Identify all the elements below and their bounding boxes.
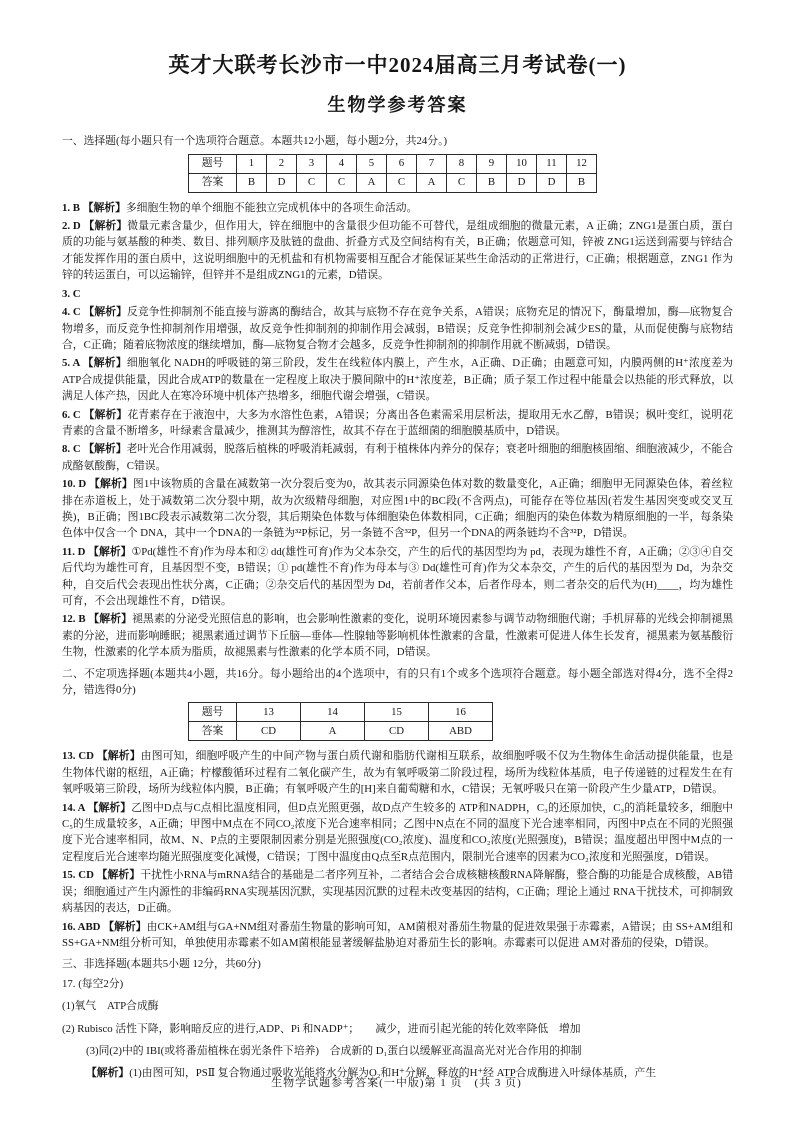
- item-number-answer: 8. C 【解析】: [62, 443, 127, 456]
- row-label: 答案: [189, 722, 237, 741]
- explanation-item: 16. ABD 【解析】由CK+AM组与GA+NM组对番茄生物量的影响可知，AM菌根对番茄生物量的促进效果强于赤霉素，A错误；由 SS+AM组和SS+GA+NM组分析可知，单独使用赤霉素不如AM菌根能显著缓解盐胁迫对番茄生长的影响。赤霉素可以促进 AM对番茄的侵染，D错误。: [62, 920, 733, 949]
- table-cell: 9: [477, 154, 507, 173]
- table-cell: 2: [267, 154, 297, 173]
- section2-explanations: [62, 748, 733, 951]
- table-cell: C: [387, 173, 417, 192]
- item-number-answer: 12. B 【解析】: [62, 613, 133, 626]
- item-number-answer: 13. CD 【解析】: [62, 750, 141, 763]
- table-cell: 1: [237, 154, 267, 173]
- item-number-answer: 14. A 【解析】: [62, 801, 132, 814]
- section1-explanations: [62, 200, 733, 661]
- question-17-answer-line: 【解析】(1)由图可知，PSⅡ 复合物通过吸收光能将水分解为O₂和H⁺分解，释放的H⁺经 ATP合成酶进入叶绿体基质，产生: [86, 1067, 657, 1080]
- table-cell: CD: [365, 722, 429, 741]
- section3-heading: 三、非选择题(本题共5小题 12分，共60分): [62, 958, 261, 971]
- explanation-item: 12. B 【解析】褪黑素的分泌受光照信息的影响，也会影响性激素的变化，说明环境因素参与调节动物细胞代谢；手机屏幕的光线会抑制褪黑素的分泌，进而影响睡眠；褪黑素通过调节下丘脑—垂体—性腺轴等影响机体性激素的含量，性激素可促进人体生长发育，褪黑素为氨基酸衍生物，性激素的化学本质为脂质，故褪黑素与性激素的化学本质不同，D错误。: [62, 613, 733, 659]
- item-number-answer: 2. D 【解析】: [62, 220, 128, 233]
- explanation-item: 6. C 【解析】花青素存在于液泡中，大多为水溶性色素，A错误；分离出各色素需采用层析法，提取用无水乙醇，B错误；枫叶变红，说明花青素的含量不断增多，叶绿素含量减少，推测其为醇溶性，故其不存在于蓝细菌的细胞膜基质中，D错误。: [62, 408, 734, 437]
- table-cell: B: [477, 173, 507, 192]
- table-cell: A: [417, 173, 447, 192]
- table-cell: A: [301, 722, 365, 741]
- table-cell: 12: [567, 154, 597, 173]
- section2-answer-table: [188, 702, 493, 741]
- explanation-item: 1. B 【解析】多细胞生物的单个细胞不能独立完成机体中的各项生命活动。: [62, 201, 418, 214]
- explanation-item: 11. D 【解析】①Pd(雄性不育)作为母本和② dd(雄性可育)作为父本杂交，产生的后代的基因型均为 pd，表现为雄性不育，A正确；②③④自交后代均为雄性可育，且基因型不变，B错误；① pd(雄性不育)作为母本与③ Dd(雄性可育)作为父本杂交，产生的后代的基因型为 Dd，为杂交种，自交后代会表现出性状分离，C正确；②杂交后代的基因型为 Dd，若前者作父本，后者作母本，则二者杂交的后代为(H)____，均为雄性可育，不会出现雄性不育，D错误。: [62, 545, 733, 608]
- explanation-item: 5. A 【解析】细胞氧化 NADH的呼吸链的第三阶段，发生在线粒体内膜上，产生水，A正确、D正确；由题意可知，内膜两侧的H⁺浓度差为ATP合成提供能量，因此合成ATP的数量在一定程度上取决于膜间隙中的H⁺浓度差，B正确；质子泵工作过程中能量会以热能的形式释放，以满足人体产热，因此人在寒冷环境中机体产热增多，细胞代谢会增强，C错误。: [62, 357, 733, 403]
- row-label: 题号: [189, 154, 237, 173]
- section2-heading: 二、不定项选择题(本题共4小题，共16分。每小题给出的4个选项中，有的只有1个或多个选项符合题意。每小题全部选对得4分，选不全得2分，错选得0分): [62, 667, 733, 697]
- table-cell: 13: [237, 703, 301, 722]
- item-number-answer: 10. D 【解析】: [62, 478, 133, 491]
- table-cell: 14: [301, 703, 365, 722]
- table-cell: 3: [297, 154, 327, 173]
- explanation-item: 4. C 【解析】反竞争性抑制剂不能直接与游离的酶结合，故其与底物不存在竞争关系，A错误；底物充足的情况下，酶量增加，酶—底物复合物增多，而反竞争性抑制剂作用增强，故反竞争性抑制剂的抑制作用会减弱，B错误；反竞争性抑制剂会减少ES的量，从而促使酶与底物结合，C正确；随着底物浓度的继续增加，酶—底物复合物才会越多，反竞争性抑制剂的抑制作用就不断减弱，D错误。: [62, 306, 733, 351]
- item-number-answer: 5. A 【解析】: [62, 357, 127, 370]
- analysis-tag: 【解析】: [86, 1067, 130, 1080]
- table-cell: C: [447, 173, 477, 192]
- explanation-item: 8. C 【解析】老叶光合作用减弱，脱落后植株的呼吸消耗减弱，有利于植株体内养分的保存；衰老叶细胞的细胞核固缩、细胞液减少，不能合成酪氨酸酶，C错误。: [62, 443, 733, 472]
- table-cell: D: [267, 173, 297, 192]
- page-footer: 生物学试题参考答案(一中版)第 1 页 (共 3 页): [271, 1077, 522, 1090]
- answer-row: [189, 173, 597, 192]
- question-17-block: [62, 976, 733, 1082]
- table-cell: C: [297, 173, 327, 192]
- question-17-answer-line: (1)氧气 ATP合成酶: [62, 1000, 159, 1013]
- table-cell: 10: [507, 154, 537, 173]
- exam-title: 英才大联考长沙市一中2024届高三月考试卷(一): [168, 53, 627, 77]
- question-number-row: [189, 154, 597, 173]
- table-cell: 5: [357, 154, 387, 173]
- table-cell: 16: [429, 703, 493, 722]
- table-cell: B: [237, 173, 267, 192]
- table-cell: 8: [447, 154, 477, 173]
- item-number-answer: 15. CD 【解析】: [62, 869, 141, 882]
- item-number-answer: 1. B 【解析】: [62, 201, 126, 214]
- explanation-item: [62, 286, 733, 302]
- item-number-answer: 6. C 【解析】: [62, 408, 128, 421]
- table-cell: 11: [537, 154, 567, 173]
- table-cell: B: [567, 173, 597, 192]
- question-17-answers: [62, 998, 733, 1082]
- table-cell: 6: [387, 154, 417, 173]
- section1-answer-table: [188, 154, 597, 193]
- item-number-answer: 11. D 【解析】: [62, 545, 132, 558]
- explanation-item: 14. A 【解析】乙图中D点与C点相比温度相同，但D点光照更强，故D点产生较多的 ATP和NADPH，C₃的还原加快，C₃的消耗量较多，细胞中C₅的生成量较多，A正确；甲图中M点在不同CO₂浓度下光合速率相同；乙图中N点在不同的温度下光合速率相同，丙图中P点在不同的光照强度下光合速率相同，故M、N、P点的主要限制因素分别是光照强度(CO₂浓度)、温度和CO₂浓度(光照强度)，B错误；温度超出甲图中M点的一定程度后光合速率均随光照强度变化减慢，C错误；丁图中温度由Q点至R点范围内，限制光合速率的因素为CO₂浓度和光照强度，D错误。: [62, 801, 733, 863]
- row-label: 答案: [189, 173, 237, 192]
- table-cell: 15: [365, 703, 429, 722]
- item-number-answer: 4. C 【解析】: [62, 306, 127, 319]
- question-17-label: 17. (每空2分): [62, 977, 124, 990]
- row-label: 题号: [189, 703, 237, 722]
- table-cell: D: [507, 173, 537, 192]
- question-17-answer-line: (3)同(2)中的 IBI(或将番茄植株在弱光条件下培养) 合成新的 D₁蛋白以缓解亚高温高光对光合作用的抑制: [86, 1044, 582, 1057]
- question-17-answer-line: (2) Rubisco 活性下降，影响暗反应的进行,ADP、Pi 和NADP⁺； 减少，进而引起光能的转化效率降低 增加: [62, 1022, 581, 1035]
- question-number-row: [189, 703, 493, 722]
- explanation-item: 15. CD 【解析】干扰性小RNA与mRNA结合的基础是二者序列互补，二者结合会合成核糖核酸RNA降解酶，整合酶的功能是合成核酸，AB错误；细胞通过产生内源性的非编码RNA实现基因沉默，实现基因沉默的过程未改变基因的结构，C正确；理论上通过 RNA干扰技术，可抑制致病基因的表达，D正确。: [62, 869, 733, 915]
- table-cell: 4: [327, 154, 357, 173]
- section1-heading: 一、选择题(每小题只有一个选项符合题意。本题共12小题，每小题2分，共24分。): [62, 135, 448, 148]
- table-cell: ABD: [429, 722, 493, 741]
- table-cell: 7: [417, 154, 447, 173]
- item-number-answer: 3. C: [62, 287, 81, 300]
- explanation-item: 10. D 【解析】图1中该物质的含量在减数第一次分裂后变为0，故其表示同源染色体对数的数量变化，A正确；细胞甲无同源染色体，着丝粒排在赤道板上，处于减数第二次分裂中期，故为次级精母细胞，对应图1中的BC段(不含两点)，可能存在等位基因(若发生基因突变或交叉互换)，B正确；图1BC段表示减数第二次分裂，其后期染色体数与体细胞染色体数相同，C正确；细胞丙的染色体数为精原细胞的一半，每条染色体中仅含一个 DNA，其中一个DNA的一条链为³²P标记，另一条链不含³²P，但另一个DNA的两条链均不含³²P，D错误。: [62, 478, 733, 540]
- table-cell: D: [537, 173, 567, 192]
- table-cell: CD: [237, 722, 301, 741]
- explanation-item: 2. D 【解析】微量元素含量少，但作用大，锌在细胞中的含量很少但功能不可替代，是组成细胞的微量元素，A 正确；ZNG1是蛋白质，蛋白质的功能与氨基酸的种类、数目、排列顺序及肽链的盘曲、折叠方式及空间结构有关，B正确；依题意可知，锌被 ZNG1运送到需要与锌结合才能发挥作用的蛋白质中，这说明细胞中的无机盐和有机物需要相互配合才能保证某些生命活动的正常进行，C正确；根据题意，ZNG1 作为锌的转运蛋白，可以运输锌，但锌并不是组成ZNG1的元素，D错误。: [62, 220, 734, 282]
- item-number-answer: 16. ABD 【解析】: [62, 920, 147, 933]
- answer-row: [189, 722, 493, 741]
- explanation-item: 13. CD 【解析】由图可知，细胞呼吸产生的中间产物与蛋白质代谢和脂肪代谢相互联系，故细胞呼吸不仅为生物体生命活动提供能量，也是生物体代谢的枢纽，A正确；柠檬酸循环过程有二氧化碳产生，故为有氧呼吸第二阶段过程，场所为线粒体基质，电子传递链的过程发生在有氧呼吸第三阶段，场所为线粒体内膜，B正确；有氧呼吸产生的[H]来自葡萄糖和水，C错误；无氧呼吸只在第一阶段产生少量ATP，D错误。: [62, 750, 733, 796]
- table-cell: A: [357, 173, 387, 192]
- table-cell: C: [327, 173, 357, 192]
- exam-subtitle: 生物学参考答案: [327, 94, 468, 115]
